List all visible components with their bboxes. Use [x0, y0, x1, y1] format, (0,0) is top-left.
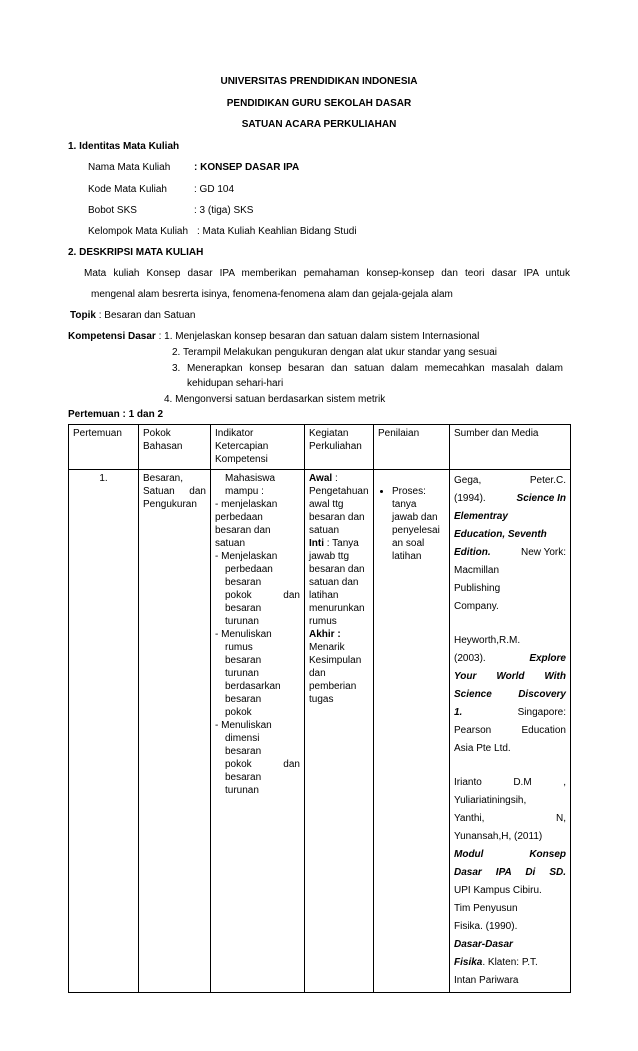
- kegiatan-inti-suffix: : Tanya: [324, 538, 359, 549]
- ref1-line: Macmillan: [454, 565, 500, 576]
- ref3-author: Irianto: [454, 777, 482, 788]
- ref1-year: (1994).: [454, 493, 486, 504]
- ref3-title-a: Modul: [454, 849, 484, 860]
- kegiatan-line: besaran dan: [309, 512, 365, 523]
- indikator-line: pokok: [225, 707, 252, 718]
- header-sumber: Sumber dan Media: [450, 425, 571, 470]
- indikator-line: berdasarkan: [225, 681, 281, 692]
- kegiatan-line: [309, 628, 369, 641]
- kegiatan-line: besaran dan: [309, 564, 365, 575]
- kelompok-label: Kelompok Mata Kuliah: [88, 226, 189, 237]
- ref1-edition: Edition.: [454, 547, 491, 558]
- ref3-line: Dasar IPA Di SD.: [454, 867, 566, 878]
- ref2-line: Pearson Education: [454, 725, 566, 736]
- table-row: [69, 470, 571, 993]
- ref3-initial-n: N,: [556, 813, 566, 824]
- kegiatan-line: awal ttg: [309, 499, 344, 510]
- kegiatan-inti-label: Inti: [309, 538, 324, 549]
- indikator-line: besaran dan: [215, 525, 271, 536]
- indikator-line: pokok dan: [225, 759, 300, 770]
- pokok-line: Besaran,: [143, 473, 184, 484]
- ref4-line: Tim Penyusun: [454, 903, 518, 914]
- ref2-line: Asia Pte Ltd.: [454, 743, 511, 754]
- ref3-line: [454, 846, 566, 864]
- indikator-line: Mahasiswa: [225, 473, 276, 484]
- ref2-line: [454, 704, 566, 722]
- ref3-initial: D.M: [513, 777, 532, 788]
- table-header-row: [69, 425, 571, 470]
- indikator-line: turunan: [225, 668, 259, 679]
- ref1-line: Company.: [454, 601, 499, 612]
- deskripsi-line-2: mengenal alam besrerta isinya, fenomena-fenomena alam dan gejala-gejala alam: [91, 289, 453, 300]
- program-title: PENDIDIKAN GURU SEKOLAH DASAR: [226, 98, 412, 109]
- header-indikator: Indikator Ketercapian Kompetensi: [211, 425, 305, 470]
- ref4-line: Fisika. (1990).: [454, 921, 518, 932]
- kegiatan-line: jawab ttg: [309, 551, 350, 562]
- ref3-name: Yanthi,: [454, 813, 485, 824]
- nama-label: Nama Mata Kuliah: [88, 162, 171, 173]
- ref1-line: [454, 490, 566, 508]
- ref1-city: New York:: [520, 547, 566, 558]
- ref3-comma: ,: [563, 777, 566, 788]
- university-title: UNIVERSITAS PRENDIDIKAN INDONESIA: [220, 76, 418, 87]
- ref2-vol: 1.: [454, 707, 463, 718]
- ref3-line: [454, 810, 566, 828]
- kegiatan-line: [309, 472, 369, 485]
- kegiatan-line: Menarik: [309, 642, 345, 653]
- pertemuan-label: Pertemuan : 1 dan 2: [68, 409, 164, 420]
- indikator-line: - Menuliskan: [215, 720, 272, 731]
- ref4-line: Dasar-Dasar: [454, 939, 513, 950]
- header-kegiatan: Kegiatan Perkuliahan: [305, 425, 374, 470]
- penilaian-line: penyelesai: [392, 525, 440, 536]
- indikator-line: besaran: [225, 746, 262, 757]
- indikator-line: - menjelaskan: [215, 499, 278, 510]
- indikator-line: - Menuliskan: [215, 629, 272, 640]
- ref1-title: Science In: [516, 493, 566, 504]
- indikator-line: satuan: [215, 538, 246, 549]
- penilaian-line: jawab dan: [392, 512, 438, 523]
- ref4-line: Intan Pariwara: [454, 975, 519, 986]
- ref4-line: [454, 954, 566, 972]
- pokok-line: Satuan dan: [143, 486, 206, 497]
- indikator-line: besaran: [225, 655, 262, 666]
- topik-value: : Besaran dan Satuan: [98, 310, 196, 321]
- bobot-label: Bobot SKS: [88, 205, 137, 216]
- cell-penilaian: [374, 470, 450, 993]
- kegiatan-line: [309, 537, 369, 550]
- ref1-line: [454, 544, 566, 562]
- bobot-value: : 3 (tiga) SKS: [194, 205, 254, 216]
- indikator-line: - Menjelaskan: [215, 551, 278, 562]
- cell-kegiatan: [305, 470, 374, 993]
- identitas-heading: 1. Identitas Mata Kuliah: [68, 141, 180, 152]
- indikator-line: rumus: [225, 642, 253, 653]
- ref2-line: Science Discovery: [454, 689, 566, 700]
- ref1-line: Publishing: [454, 583, 501, 594]
- ref1-line: Education, Seventh: [454, 529, 547, 540]
- topik-label: Topik: [70, 310, 96, 321]
- kegiatan-line: dan: [309, 668, 326, 679]
- kompetensi-label: Kompetensi Dasar: [68, 331, 156, 342]
- penilaian-list: [378, 485, 445, 563]
- ref4-city: . Klaten: P.T.: [482, 957, 538, 968]
- kompetensi-item-2: 2. Terampil Melakukan pengukuran dengan alat ukur standar yang sesuai: [172, 347, 498, 358]
- penilaian-line: latihan: [392, 551, 422, 562]
- topik: [70, 310, 195, 321]
- kegiatan-line: rumus: [309, 616, 337, 627]
- kompetensi-1: [68, 331, 479, 342]
- ref2-line: [454, 650, 566, 668]
- kompetensi-item-1: : 1. Menjelaskan konsep besaran dan satuan dalam sistem Internasional: [158, 331, 480, 342]
- ref4-title: Fisika: [454, 957, 483, 968]
- ref3-line: [454, 774, 566, 792]
- indikator-line: besaran: [225, 603, 262, 614]
- ref2-year: (2003).: [454, 653, 486, 664]
- kegiatan-line: pemberian: [309, 681, 357, 692]
- ref2-line: Your World With: [454, 671, 566, 682]
- ref3-line: Yunansah,H, (2011): [454, 831, 543, 842]
- indikator-line: pokok dan: [225, 590, 300, 601]
- ref3-line: Yuliariatiningsih,: [454, 795, 527, 806]
- document-title: SATUAN ACARA PERKULIAHAN: [241, 119, 397, 130]
- pertemuan-number: 1.: [99, 473, 108, 484]
- kegiatan-awal-suffix: :: [332, 473, 338, 484]
- indikator-line: mampu :: [225, 486, 264, 497]
- ref2-title: Explore: [529, 653, 566, 664]
- ref3-title-b: Konsep: [529, 849, 566, 860]
- kegiatan-akhir-label: Akhir :: [309, 629, 341, 640]
- kegiatan-line: latihan: [309, 590, 339, 601]
- kode-label: Kode Mata Kuliah: [88, 184, 167, 195]
- nama-value: : KONSEP DASAR IPA: [194, 162, 300, 173]
- ref1-line: Gega, Peter.C.: [454, 475, 566, 486]
- kegiatan-line: Kesimpulan: [309, 655, 362, 666]
- ref2-city: Singapore:: [517, 707, 566, 718]
- header-penilaian: Penilaian: [374, 425, 450, 470]
- indikator-line: perbedaan: [225, 564, 273, 575]
- cell-pokok-bahasan: [139, 470, 211, 993]
- penilaian-line: tanya: [392, 499, 417, 510]
- deskripsi-line-1: Mata kuliah Konsep dasar IPA memberikan pemahaman konsep-konsep dan teori dasar IPA untuk: [84, 268, 570, 279]
- kompetensi-item-3: 3. Menerapkan konsep besaran dan satuan dalam memecahkan masalah dalam: [172, 363, 563, 374]
- kegiatan-line: menurunkan: [309, 603, 365, 614]
- kelompok-value: : Mata Kuliah Keahlian Bidang Studi: [197, 226, 357, 237]
- penilaian-line: an soal: [392, 538, 425, 549]
- cell-indikator: [211, 470, 305, 993]
- indikator-line: perbedaan: [215, 512, 263, 523]
- ref1-line: Elementray: [454, 511, 508, 522]
- indikator-line: turunan: [225, 785, 259, 796]
- header-pokok-bahasan: Pokok Bahasan: [139, 425, 211, 470]
- kompetensi-item-3-cont: kehidupan sehari-hari: [187, 378, 284, 389]
- penilaian-item: [392, 485, 445, 563]
- kegiatan-line: satuan: [309, 525, 340, 536]
- indikator-line: turunan: [225, 616, 259, 627]
- kegiatan-line: Pengetahuan: [309, 486, 369, 497]
- indikator-line: dimensi: [225, 733, 260, 744]
- indikator-line: besaran: [225, 577, 262, 588]
- cell-sumber: [450, 470, 571, 993]
- kode-value: : GD 104: [194, 184, 235, 195]
- indikator-line: besaran: [225, 772, 262, 783]
- ref2-line: Heyworth,R.M.: [454, 635, 521, 646]
- deskripsi-heading: 2. DESKRIPSI MATA KULIAH: [68, 247, 204, 258]
- header-pertemuan: Pertemuan: [69, 425, 139, 470]
- indikator-line: besaran: [225, 694, 262, 705]
- kegiatan-awal-label: Awal: [309, 473, 333, 484]
- kompetensi-item-4: 4. Mengonversi satuan berdasarkan sistem metrik: [164, 394, 386, 405]
- pokok-line: Pengukuran: [143, 499, 197, 510]
- ref3-line: UPI Kampus Cibiru.: [454, 885, 542, 896]
- sap-table: [68, 424, 571, 993]
- cell-pertemuan: [69, 470, 139, 993]
- kegiatan-line: tugas: [309, 694, 334, 705]
- kegiatan-line: satuan dan: [309, 577, 359, 588]
- penilaian-line: • Proses:: [392, 486, 426, 497]
